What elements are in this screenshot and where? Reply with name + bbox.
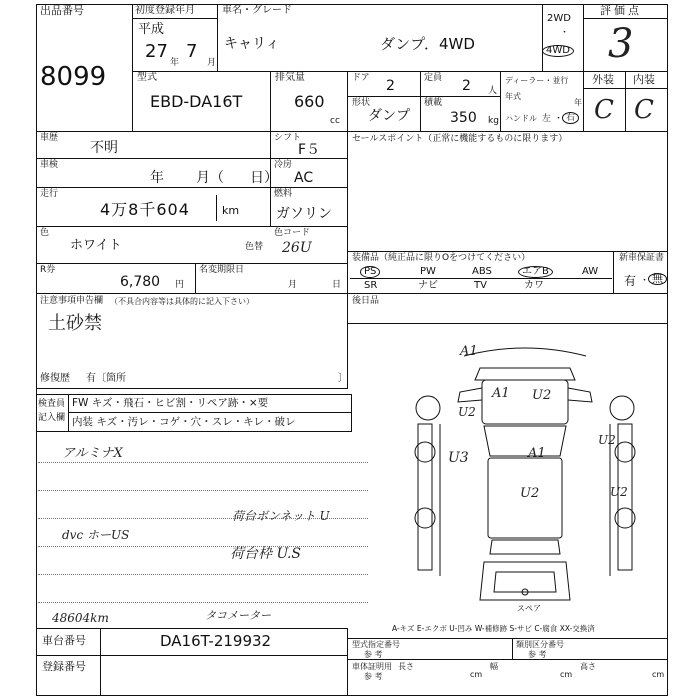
equip-sr: SR <box>364 280 378 291</box>
equip-aw: AW <box>582 266 599 277</box>
history: 不明 <box>90 140 118 156</box>
drive-2wd: 2WD <box>547 13 571 24</box>
mark-roof-a1: A1 <box>492 386 510 401</box>
inspection-row1: FW キズ・飛石・ヒビ割・リペア跡・×要 <box>72 397 269 409</box>
mark-right-u2b: U2 <box>610 485 628 499</box>
aftermarket-label: 後日品 <box>352 296 380 306</box>
equip-abs: ABS <box>472 266 492 277</box>
mark-bed-a1: A1 <box>528 446 546 461</box>
sales-points-label: セールスポイント（正常に機能するものに限ります） <box>352 134 568 144</box>
car-name-label: 車名・グレード <box>222 5 292 16</box>
score-label: 評価点 <box>600 4 642 17</box>
aftermarket-box <box>347 293 668 324</box>
equip-airbag: エアB <box>518 266 553 278</box>
spare-label: スペア <box>517 604 541 613</box>
damage-legend: A-キズ E-エクボ U-凹み W-補修跡 S-サビ C-腐食 XX-交換済 <box>392 624 595 633</box>
model-label: 型式 <box>137 72 157 83</box>
mark-top: A1 <box>460 344 478 359</box>
drive-4wd-circled: 4WD <box>542 45 574 57</box>
color: ホワイト <box>70 238 122 253</box>
mark-left-u3: U3 <box>448 450 469 466</box>
notes-content: 土砂禁 <box>48 313 102 334</box>
equip-tv: TV <box>474 280 487 291</box>
first-reg-month: 7 <box>186 41 198 62</box>
shift: F５ <box>298 142 321 158</box>
mark-bed-u2: U2 <box>520 486 540 501</box>
first-reg-year: 27 <box>145 41 168 62</box>
fuel: ガソリン <box>276 206 332 222</box>
memo-3: dvc ホーUS <box>62 528 130 542</box>
memo-2: 荷台ボンネット U <box>232 509 330 523</box>
car-grade: ダンプ．4WD <box>380 35 475 53</box>
inspection-row2: 内装 キズ・汚レ・コゲ・穴・スレ・キレ・破レ <box>72 416 296 428</box>
grade-score: 3 <box>608 21 634 67</box>
mileage: 4万8千604 <box>100 200 190 219</box>
recycle-fee: 6,780 <box>120 274 161 290</box>
car-name: キャリィ <box>224 36 280 52</box>
exterior-score: C <box>594 95 614 125</box>
equip-pw: PW <box>420 266 436 277</box>
displacement-label: 排気量 <box>275 72 305 83</box>
notes-label: 注意事項申告欄 <box>40 296 104 306</box>
warranty-yes: 有 <box>624 274 637 288</box>
equip-ps: PS <box>360 266 380 278</box>
ac: AC <box>294 170 314 186</box>
doors: 2 <box>386 78 395 94</box>
warranty-no-circled: 無 <box>648 273 667 285</box>
equipment-grid <box>350 264 612 292</box>
capacity: 2 <box>462 78 471 94</box>
mark-roof-u2: U2 <box>532 388 552 403</box>
model-code: EBD-DA16T <box>150 92 243 111</box>
era: 平成 <box>138 22 165 37</box>
chassis-number: DA16T-219932 <box>160 632 272 650</box>
lot-label: 出品番号 <box>40 4 84 17</box>
mark-left-u2: U2 <box>458 405 476 419</box>
notes-box <box>36 293 348 389</box>
sales-points-box <box>347 131 668 252</box>
body-shape: ダンプ <box>368 108 411 124</box>
dimension-box <box>347 659 668 696</box>
memo-5: 48604km <box>52 611 109 625</box>
interior-score: C <box>634 95 654 125</box>
memo-6: タコメーター <box>205 609 271 622</box>
displacement: 660 <box>294 92 325 111</box>
mark-right-u2: U2 <box>598 433 616 447</box>
handle-right-circled: 右 <box>562 112 579 124</box>
equip-leather: カワ <box>524 280 544 291</box>
equip-navi: ナビ <box>418 280 438 291</box>
color-code: 26U <box>282 240 312 256</box>
memo-1: アルミナX <box>62 446 123 461</box>
memo-4: 荷台枠 U.S <box>230 546 302 562</box>
lot-number: 8099 <box>40 62 107 92</box>
first-reg-label: 初度登録年月 <box>135 5 195 16</box>
equipment-label: 装備品（純正品に限りOをつけてください） <box>352 253 531 263</box>
load-capacity: 350 <box>450 110 477 126</box>
